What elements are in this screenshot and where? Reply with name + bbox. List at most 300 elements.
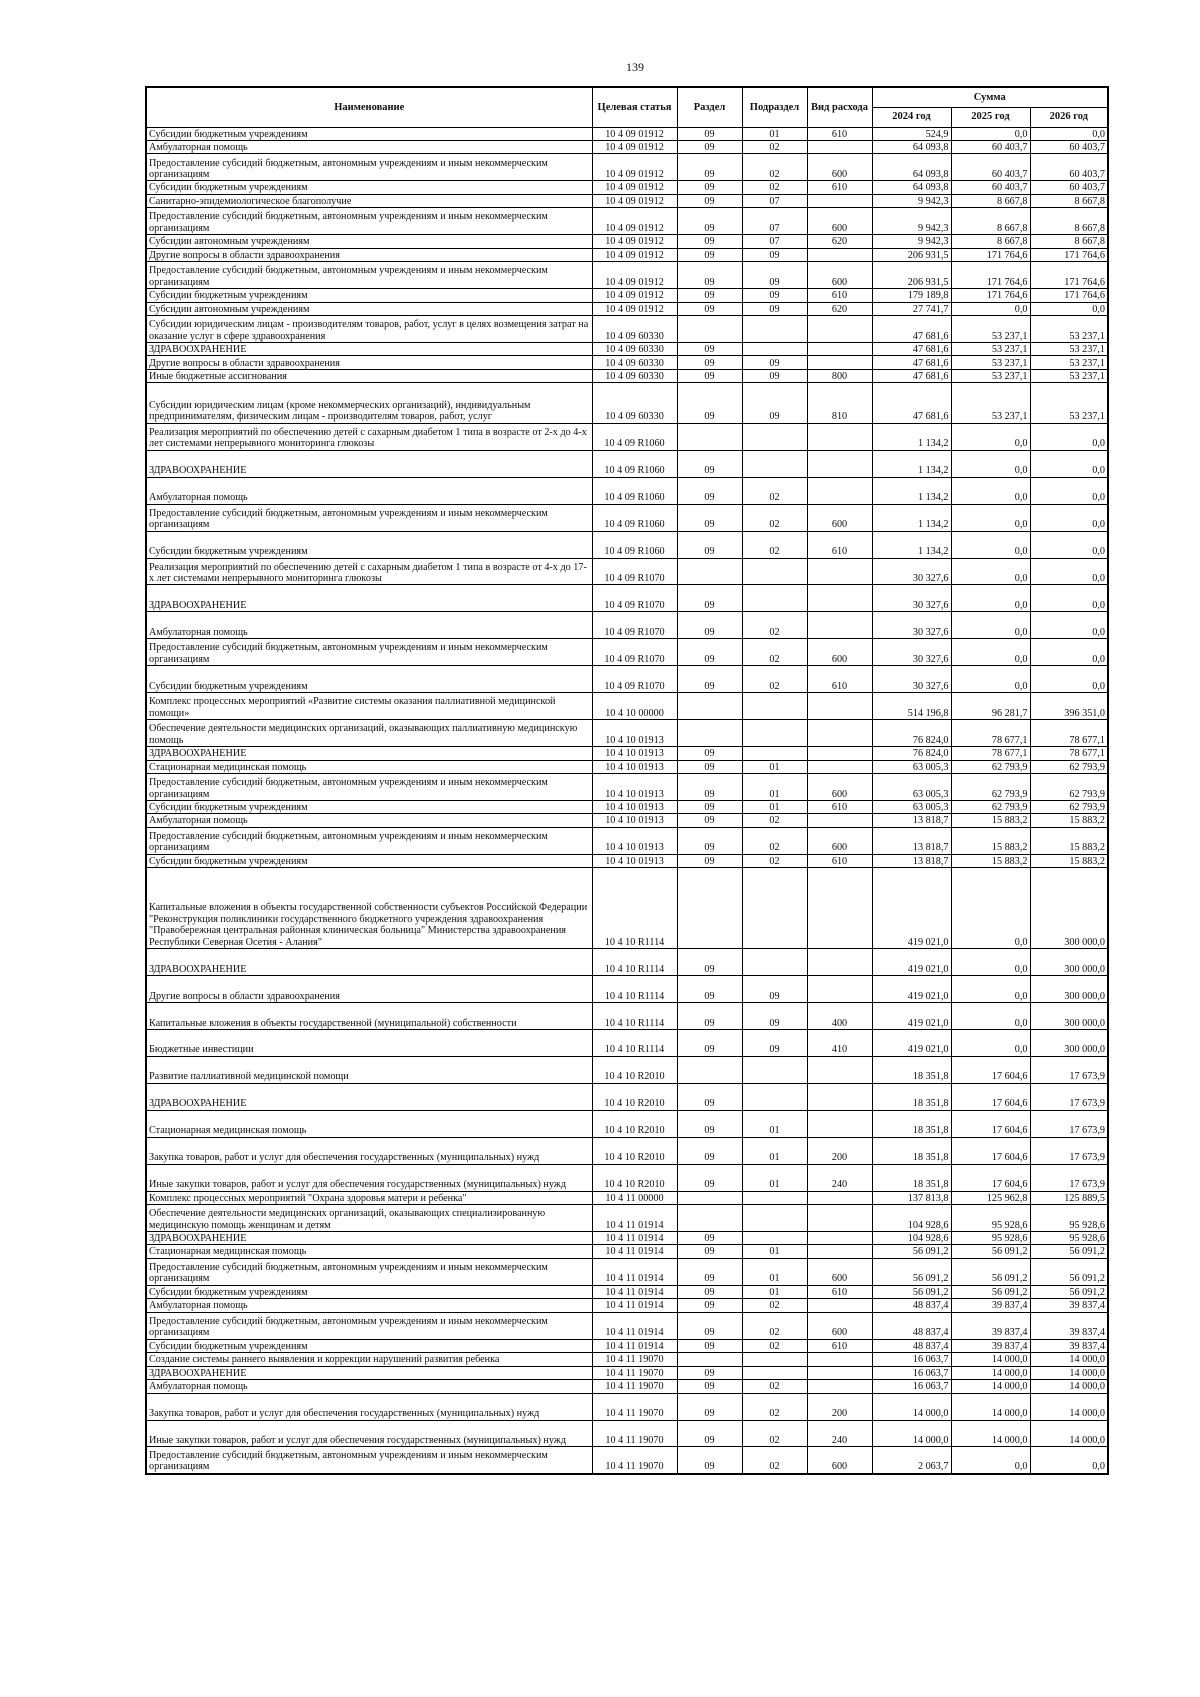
table-row xyxy=(146,1245,1108,1258)
row-subsection xyxy=(742,1205,807,1232)
row-sum-2025: 78 677,1 xyxy=(951,720,1030,747)
row-expense-kind xyxy=(807,949,872,976)
row-name: Стационарная медицинская помощь xyxy=(146,760,592,773)
row-name: Предоставление субсидий бюджетным, автономным учреждениям и иным некоммерческим организациям xyxy=(146,1447,592,1474)
row-target-article: 10 4 10 01913 xyxy=(592,760,677,773)
row-name: Стационарная медицинская помощь xyxy=(146,1110,592,1137)
row-target-article: 10 4 09 01912 xyxy=(592,289,677,302)
row-target-article: 10 4 11 01914 xyxy=(592,1258,677,1285)
row-sum-2025: 56 091,2 xyxy=(951,1285,1030,1298)
row-sum-2024: 30 327,6 xyxy=(872,558,951,585)
row-sum-2024: 64 093,8 xyxy=(872,140,951,153)
row-expense-kind xyxy=(807,976,872,1003)
row-name: Комплекс процессных мероприятий "Охрана здоровья матери и ребенка" xyxy=(146,1191,592,1204)
row-sum-2026: 56 091,2 xyxy=(1030,1245,1108,1258)
row-section: 09 xyxy=(677,450,742,477)
row-sum-2025: 60 403,7 xyxy=(951,154,1030,181)
row-section: 09 xyxy=(677,194,742,207)
row-sum-2026: 39 837,4 xyxy=(1030,1299,1108,1312)
row-sum-2026: 171 764,6 xyxy=(1030,248,1108,261)
row-expense-kind: 410 xyxy=(807,1029,872,1056)
row-sum-2025: 17 604,6 xyxy=(951,1137,1030,1164)
table-row xyxy=(146,369,1108,382)
table-row xyxy=(146,814,1108,827)
row-section: 09 xyxy=(677,356,742,369)
table-row xyxy=(146,854,1108,867)
row-name: Амбулаторная помощь xyxy=(146,477,592,504)
row-sum-2025: 0,0 xyxy=(951,666,1030,693)
row-sum-2025: 0,0 xyxy=(951,868,1030,949)
row-target-article: 10 4 11 01914 xyxy=(592,1231,677,1244)
row-sum-2024: 18 351,8 xyxy=(872,1083,951,1110)
row-name: Субсидии бюджетным учреждениям xyxy=(146,666,592,693)
row-section xyxy=(677,558,742,585)
table-row xyxy=(146,1393,1108,1420)
row-name: Амбулаторная помощь xyxy=(146,140,592,153)
row-section xyxy=(677,1056,742,1083)
row-target-article: 10 4 11 00000 xyxy=(592,1191,677,1204)
row-sum-2024: 104 928,6 xyxy=(872,1205,951,1232)
row-target-article: 10 4 11 01914 xyxy=(592,1205,677,1232)
row-subsection: 02 xyxy=(742,477,807,504)
row-sum-2025: 0,0 xyxy=(951,558,1030,585)
row-subsection: 09 xyxy=(742,289,807,302)
row-sum-2026: 78 677,1 xyxy=(1030,747,1108,760)
row-subsection: 09 xyxy=(742,248,807,261)
row-section: 09 xyxy=(677,1447,742,1474)
row-section: 09 xyxy=(677,343,742,356)
table-row xyxy=(146,316,1108,343)
row-name: Бюджетные инвестиции xyxy=(146,1029,592,1056)
row-subsection: 07 xyxy=(742,235,807,248)
row-sum-2024: 206 931,5 xyxy=(872,248,951,261)
row-sum-2025: 171 764,6 xyxy=(951,248,1030,261)
row-sum-2024: 47 681,6 xyxy=(872,343,951,356)
row-sum-2026: 17 673,9 xyxy=(1030,1083,1108,1110)
row-sum-2024: 16 063,7 xyxy=(872,1366,951,1379)
row-sum-2025: 8 667,8 xyxy=(951,208,1030,235)
row-expense-kind xyxy=(807,1205,872,1232)
row-name: Субсидии бюджетным учреждениям xyxy=(146,531,592,558)
row-section: 09 xyxy=(677,531,742,558)
row-target-article: 10 4 09 R1070 xyxy=(592,558,677,585)
row-sum-2025: 0,0 xyxy=(951,450,1030,477)
row-expense-kind: 600 xyxy=(807,504,872,531)
row-subsection xyxy=(742,1353,807,1366)
row-name: Другие вопросы в области здравоохранения xyxy=(146,356,592,369)
row-sum-2024: 1 134,2 xyxy=(872,423,951,450)
row-name: Субсидии бюджетным учреждениям xyxy=(146,1285,592,1298)
row-sum-2024: 47 681,6 xyxy=(872,316,951,343)
row-sum-2024: 47 681,6 xyxy=(872,369,951,382)
row-target-article: 10 4 11 01914 xyxy=(592,1312,677,1339)
row-sum-2025: 60 403,7 xyxy=(951,140,1030,153)
row-target-article: 10 4 09 R1060 xyxy=(592,450,677,477)
row-name: Субсидии бюджетным учреждениям xyxy=(146,800,592,813)
row-name: Предоставление субсидий бюджетным, автономным учреждениям и иным некоммерческим организациям xyxy=(146,154,592,181)
row-section: 09 xyxy=(677,1285,742,1298)
row-sum-2025: 56 091,2 xyxy=(951,1245,1030,1258)
row-sum-2025: 0,0 xyxy=(951,585,1030,612)
row-sum-2024: 63 005,3 xyxy=(872,774,951,801)
row-subsection: 09 xyxy=(742,262,807,289)
row-target-article: 10 4 11 19070 xyxy=(592,1380,677,1393)
table-row xyxy=(146,504,1108,531)
row-sum-2024: 419 021,0 xyxy=(872,1029,951,1056)
row-target-article: 10 4 09 60330 xyxy=(592,383,677,423)
row-sum-2024: 419 021,0 xyxy=(872,976,951,1003)
row-section: 09 xyxy=(677,1083,742,1110)
row-name: Субсидии автономным учреждениям xyxy=(146,235,592,248)
table-row xyxy=(146,1420,1108,1447)
row-expense-kind xyxy=(807,343,872,356)
row-expense-kind xyxy=(807,585,872,612)
row-expense-kind: 400 xyxy=(807,1002,872,1029)
row-sum-2024: 2 063,7 xyxy=(872,1447,951,1474)
row-section: 09 xyxy=(677,1380,742,1393)
row-sum-2025: 15 883,2 xyxy=(951,854,1030,867)
row-sum-2026: 39 837,4 xyxy=(1030,1339,1108,1352)
table-row xyxy=(146,1299,1108,1312)
row-sum-2025: 62 793,9 xyxy=(951,760,1030,773)
row-sum-2024: 30 327,6 xyxy=(872,666,951,693)
table-row xyxy=(146,181,1108,194)
row-sum-2024: 48 837,4 xyxy=(872,1312,951,1339)
table-row xyxy=(146,289,1108,302)
row-section: 09 xyxy=(677,1164,742,1191)
row-section: 09 xyxy=(677,774,742,801)
table-row xyxy=(146,720,1108,747)
table-row xyxy=(146,1137,1108,1164)
row-sum-2026: 8 667,8 xyxy=(1030,194,1108,207)
row-subsection xyxy=(742,316,807,343)
row-target-article: 10 4 10 R2010 xyxy=(592,1083,677,1110)
row-expense-kind: 610 xyxy=(807,800,872,813)
row-name: Санитарно-эпидемиологическое благополучие xyxy=(146,194,592,207)
row-subsection: 02 xyxy=(742,612,807,639)
row-sum-2024: 14 000,0 xyxy=(872,1420,951,1447)
row-subsection: 09 xyxy=(742,369,807,382)
row-sum-2024: 18 351,8 xyxy=(872,1056,951,1083)
row-section: 09 xyxy=(677,639,742,666)
row-section: 09 xyxy=(677,1231,742,1244)
row-section: 09 xyxy=(677,127,742,140)
row-subsection: 01 xyxy=(742,1245,807,1258)
row-target-article: 10 4 09 01912 xyxy=(592,248,677,261)
row-sum-2025: 0,0 xyxy=(951,423,1030,450)
row-sum-2025: 56 091,2 xyxy=(951,1258,1030,1285)
row-sum-2025: 53 237,1 xyxy=(951,356,1030,369)
table-row xyxy=(146,1380,1108,1393)
row-subsection xyxy=(742,585,807,612)
row-name: Создание системы раннего выявления и коррекции нарушений развития ребенка xyxy=(146,1353,592,1366)
row-section: 09 xyxy=(677,1393,742,1420)
row-sum-2026: 396 351,0 xyxy=(1030,693,1108,720)
row-subsection: 02 xyxy=(742,1299,807,1312)
row-subsection: 02 xyxy=(742,1380,807,1393)
row-sum-2026: 8 667,8 xyxy=(1030,235,1108,248)
row-expense-kind xyxy=(807,1083,872,1110)
row-sum-2026: 95 928,6 xyxy=(1030,1231,1108,1244)
table-row xyxy=(146,356,1108,369)
row-sum-2024: 63 005,3 xyxy=(872,760,951,773)
table-row xyxy=(146,1366,1108,1379)
table-row xyxy=(146,1285,1108,1298)
row-sum-2026: 14 000,0 xyxy=(1030,1380,1108,1393)
row-subsection: 02 xyxy=(742,154,807,181)
row-sum-2026: 53 237,1 xyxy=(1030,316,1108,343)
row-sum-2025: 0,0 xyxy=(951,477,1030,504)
table-row xyxy=(146,774,1108,801)
row-sum-2024: 76 824,0 xyxy=(872,747,951,760)
row-sum-2026: 62 793,9 xyxy=(1030,760,1108,773)
row-subsection xyxy=(742,1231,807,1244)
row-section: 09 xyxy=(677,1339,742,1352)
row-target-article: 10 4 10 R1114 xyxy=(592,1002,677,1029)
row-subsection: 01 xyxy=(742,760,807,773)
row-target-article: 10 4 09 01912 xyxy=(592,235,677,248)
row-target-article: 10 4 10 R1114 xyxy=(592,1029,677,1056)
row-sum-2026: 171 764,6 xyxy=(1030,262,1108,289)
table-row xyxy=(146,827,1108,854)
row-sum-2024: 56 091,2 xyxy=(872,1258,951,1285)
row-sum-2026: 62 793,9 xyxy=(1030,774,1108,801)
row-name: Субсидии бюджетным учреждениям xyxy=(146,127,592,140)
row-section: 09 xyxy=(677,208,742,235)
row-section: 09 xyxy=(677,477,742,504)
row-name: Амбулаторная помощь xyxy=(146,612,592,639)
row-expense-kind: 240 xyxy=(807,1420,872,1447)
table-row xyxy=(146,1231,1108,1244)
row-target-article: 10 4 09 R1070 xyxy=(592,666,677,693)
row-sum-2025: 0,0 xyxy=(951,531,1030,558)
row-section: 09 xyxy=(677,1366,742,1379)
row-sum-2026: 0,0 xyxy=(1030,1447,1108,1474)
row-target-article: 10 4 10 R1114 xyxy=(592,976,677,1003)
row-name: Амбулаторная помощь xyxy=(146,814,592,827)
row-sum-2026: 15 883,2 xyxy=(1030,814,1108,827)
table-row xyxy=(146,760,1108,773)
row-sum-2024: 137 813,8 xyxy=(872,1191,951,1204)
table-row xyxy=(146,747,1108,760)
row-name: Предоставление субсидий бюджетным, автономным учреждениям и иным некоммерческим организациям xyxy=(146,774,592,801)
row-sum-2026: 60 403,7 xyxy=(1030,154,1108,181)
row-name: Субсидии юридическим лицам (кроме некоммерческих организаций), индивидуальным предпринимателям, физическим лицам - производителям товаров, работ, услуг xyxy=(146,383,592,423)
table-row xyxy=(146,154,1108,181)
row-subsection: 02 xyxy=(742,814,807,827)
row-sum-2025: 15 883,2 xyxy=(951,827,1030,854)
row-sum-2026: 17 673,9 xyxy=(1030,1137,1108,1164)
row-sum-2024: 30 327,6 xyxy=(872,585,951,612)
row-name: Субсидии бюджетным учреждениям xyxy=(146,289,592,302)
row-subsection: 02 xyxy=(742,181,807,194)
row-sum-2026: 125 889,5 xyxy=(1030,1191,1108,1204)
row-sum-2026: 0,0 xyxy=(1030,558,1108,585)
row-name: Другие вопросы в области здравоохранения xyxy=(146,248,592,261)
row-target-article: 10 4 11 19070 xyxy=(592,1393,677,1420)
table-row xyxy=(146,140,1108,153)
row-name: Обеспечение деятельности медицинских организаций, оказывающих специализированную медицинскую помощь женщинам и детям xyxy=(146,1205,592,1232)
row-sum-2026: 171 764,6 xyxy=(1030,289,1108,302)
table-row xyxy=(146,1191,1108,1204)
row-subsection: 02 xyxy=(742,1420,807,1447)
row-expense-kind xyxy=(807,612,872,639)
row-expense-kind xyxy=(807,423,872,450)
row-section: 09 xyxy=(677,854,742,867)
row-target-article: 10 4 09 R1070 xyxy=(592,612,677,639)
row-sum-2025: 60 403,7 xyxy=(951,181,1030,194)
row-target-article: 10 4 09 60330 xyxy=(592,343,677,356)
table-row xyxy=(146,800,1108,813)
row-sum-2024: 47 681,6 xyxy=(872,383,951,423)
row-sum-2024: 56 091,2 xyxy=(872,1245,951,1258)
row-sum-2026: 60 403,7 xyxy=(1030,181,1108,194)
row-subsection: 01 xyxy=(742,1137,807,1164)
row-target-article: 10 4 10 R1114 xyxy=(592,868,677,949)
row-sum-2024: 13 818,7 xyxy=(872,854,951,867)
row-target-article: 10 4 09 01912 xyxy=(592,208,677,235)
row-sum-2024: 514 196,8 xyxy=(872,693,951,720)
row-expense-kind xyxy=(807,477,872,504)
row-sum-2025: 0,0 xyxy=(951,1447,1030,1474)
row-expense-kind: 620 xyxy=(807,302,872,315)
row-sum-2026: 0,0 xyxy=(1030,477,1108,504)
row-sum-2026: 300 000,0 xyxy=(1030,949,1108,976)
row-sum-2026: 56 091,2 xyxy=(1030,1258,1108,1285)
table-row xyxy=(146,693,1108,720)
table-row xyxy=(146,194,1108,207)
row-sum-2025: 17 604,6 xyxy=(951,1056,1030,1083)
row-target-article: 10 4 10 01913 xyxy=(592,800,677,813)
row-sum-2024: 18 351,8 xyxy=(872,1137,951,1164)
row-subsection: 07 xyxy=(742,194,807,207)
table-row xyxy=(146,1339,1108,1352)
row-expense-kind xyxy=(807,248,872,261)
row-sum-2024: 48 837,4 xyxy=(872,1299,951,1312)
row-sum-2025: 0,0 xyxy=(951,1002,1030,1029)
table-row xyxy=(146,1164,1108,1191)
row-sum-2026: 300 000,0 xyxy=(1030,868,1108,949)
row-subsection: 02 xyxy=(742,1447,807,1474)
row-sum-2024: 524,9 xyxy=(872,127,951,140)
row-sum-2024: 9 942,3 xyxy=(872,194,951,207)
row-subsection: 02 xyxy=(742,666,807,693)
table-row xyxy=(146,127,1108,140)
table-row xyxy=(146,868,1108,949)
row-name: ЗДРАВООХРАНЕНИЕ xyxy=(146,1083,592,1110)
row-target-article: 10 4 10 01913 xyxy=(592,774,677,801)
table-row xyxy=(146,1002,1108,1029)
row-sum-2025: 95 928,6 xyxy=(951,1205,1030,1232)
row-subsection: 09 xyxy=(742,356,807,369)
row-expense-kind xyxy=(807,1380,872,1393)
row-section: 09 xyxy=(677,1245,742,1258)
table-row xyxy=(146,1353,1108,1366)
row-sum-2026: 39 837,4 xyxy=(1030,1312,1108,1339)
row-sum-2025: 53 237,1 xyxy=(951,316,1030,343)
row-subsection: 01 xyxy=(742,1258,807,1285)
row-section: 09 xyxy=(677,814,742,827)
row-name: Субсидии бюджетным учреждениям xyxy=(146,181,592,194)
row-sum-2026: 17 673,9 xyxy=(1030,1110,1108,1137)
header-year-2025: 2025 год xyxy=(951,107,1030,127)
row-name: Амбулаторная помощь xyxy=(146,1299,592,1312)
table-body xyxy=(146,127,1108,1474)
row-name: Развитие паллиативной медицинской помощи xyxy=(146,1056,592,1083)
row-expense-kind xyxy=(807,1353,872,1366)
row-sum-2026: 56 091,2 xyxy=(1030,1285,1108,1298)
row-section xyxy=(677,1353,742,1366)
row-sum-2025: 15 883,2 xyxy=(951,814,1030,827)
row-name: Предоставление субсидий бюджетным, автономным учреждениям и иным некоммерческим организациям xyxy=(146,1258,592,1285)
row-expense-kind: 240 xyxy=(807,1164,872,1191)
row-expense-kind: 600 xyxy=(807,1447,872,1474)
row-section: 09 xyxy=(677,612,742,639)
row-expense-kind: 620 xyxy=(807,235,872,248)
row-sum-2026: 300 000,0 xyxy=(1030,1029,1108,1056)
row-section: 09 xyxy=(677,504,742,531)
row-target-article: 10 4 10 R1114 xyxy=(592,949,677,976)
row-name: Амбулаторная помощь xyxy=(146,1380,592,1393)
row-sum-2026: 0,0 xyxy=(1030,450,1108,477)
row-target-article: 10 4 09 01912 xyxy=(592,302,677,315)
row-target-article: 10 4 10 R2010 xyxy=(592,1056,677,1083)
row-sum-2026: 15 883,2 xyxy=(1030,827,1108,854)
row-target-article: 10 4 09 01912 xyxy=(592,127,677,140)
row-target-article: 10 4 09 01912 xyxy=(592,181,677,194)
row-sum-2025: 8 667,8 xyxy=(951,194,1030,207)
row-sum-2026: 95 928,6 xyxy=(1030,1205,1108,1232)
row-target-article: 10 4 10 01913 xyxy=(592,747,677,760)
row-sum-2026: 0,0 xyxy=(1030,531,1108,558)
row-section xyxy=(677,693,742,720)
row-expense-kind xyxy=(807,1110,872,1137)
row-name: Субсидии бюджетным учреждениям xyxy=(146,854,592,867)
row-subsection: 01 xyxy=(742,1285,807,1298)
table-row xyxy=(146,531,1108,558)
row-expense-kind xyxy=(807,140,872,153)
row-target-article: 10 4 10 01913 xyxy=(592,827,677,854)
row-section: 09 xyxy=(677,262,742,289)
table-row xyxy=(146,1029,1108,1056)
row-sum-2025: 8 667,8 xyxy=(951,235,1030,248)
header-year-2024: 2024 год xyxy=(872,107,951,127)
row-section: 09 xyxy=(677,1420,742,1447)
row-sum-2025: 95 928,6 xyxy=(951,1231,1030,1244)
row-name: Субсидии юридическим лицам - производителям товаров, работ, услуг в целях возмещения затрат на оказание услуг в сфере здравоохранения xyxy=(146,316,592,343)
row-sum-2024: 9 942,3 xyxy=(872,235,951,248)
row-section: 09 xyxy=(677,585,742,612)
row-sum-2025: 0,0 xyxy=(951,127,1030,140)
row-target-article: 10 4 09 60330 xyxy=(592,369,677,382)
row-expense-kind: 610 xyxy=(807,289,872,302)
row-subsection: 02 xyxy=(742,827,807,854)
row-expense-kind: 610 xyxy=(807,854,872,867)
row-section: 09 xyxy=(677,248,742,261)
row-subsection: 01 xyxy=(742,800,807,813)
row-sum-2025: 0,0 xyxy=(951,504,1030,531)
row-expense-kind xyxy=(807,1366,872,1379)
page-number: 139 xyxy=(626,60,644,74)
row-target-article: 10 4 10 R2010 xyxy=(592,1164,677,1191)
row-section: 09 xyxy=(677,949,742,976)
row-sum-2024: 206 931,5 xyxy=(872,262,951,289)
row-subsection: 02 xyxy=(742,1393,807,1420)
row-sum-2026: 300 000,0 xyxy=(1030,1002,1108,1029)
row-expense-kind: 600 xyxy=(807,1312,872,1339)
row-sum-2024: 76 824,0 xyxy=(872,720,951,747)
table-row xyxy=(146,383,1108,423)
